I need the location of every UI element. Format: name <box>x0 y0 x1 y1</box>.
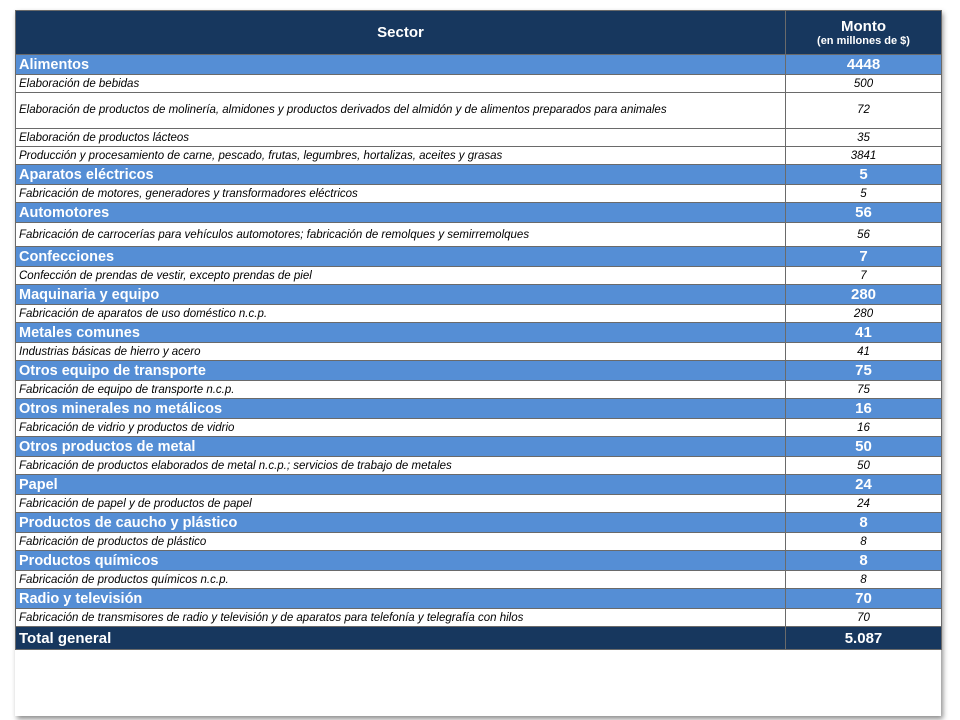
subsector-name: Confección de prendas de vestir, excepto prendas de piel <box>16 267 786 285</box>
sector-row <box>16 475 942 495</box>
subsector-name: Fabricación de motores, generadores y transformadores eléctricos <box>16 185 786 203</box>
header-unit: (en millones de $) <box>817 34 910 47</box>
subsector-row <box>16 457 942 475</box>
sector-amount: 8 <box>786 513 942 533</box>
sector-name: Aparatos eléctricos <box>16 165 786 185</box>
sector-name: Productos químicos <box>16 551 786 571</box>
subsector-amount: 56 <box>786 223 942 247</box>
subsector-amount: 16 <box>786 419 942 437</box>
total-row <box>16 627 942 650</box>
table-body <box>16 55 942 627</box>
header-monto: Monto <box>841 17 886 35</box>
subsector-amount: 8 <box>786 571 942 589</box>
sector-amount: 5 <box>786 165 942 185</box>
sector-amount: 56 <box>786 203 942 223</box>
sector-name: Confecciones <box>16 247 786 267</box>
sector-amount: 41 <box>786 323 942 343</box>
sector-row <box>16 203 942 223</box>
subsector-row <box>16 495 942 513</box>
subsector-row <box>16 267 942 285</box>
subsector-row <box>16 75 942 93</box>
sector-row <box>16 551 942 571</box>
sector-row <box>16 285 942 305</box>
subsector-name: Fabricación de productos de plástico <box>16 533 786 551</box>
sector-row <box>16 437 942 457</box>
subsector-amount: 3841 <box>786 147 942 165</box>
sector-row <box>16 165 942 185</box>
header-monto-cell <box>786 11 942 55</box>
header-sector: Sector <box>16 11 786 55</box>
sector-name: Alimentos <box>16 55 786 75</box>
sector-amount-table <box>15 10 942 650</box>
subsector-name: Fabricación de equipo de transporte n.c.p. <box>16 381 786 399</box>
subsector-amount: 500 <box>786 75 942 93</box>
sector-amount: 16 <box>786 399 942 419</box>
sector-row <box>16 323 942 343</box>
subsector-row <box>16 419 942 437</box>
sector-row <box>16 55 942 75</box>
sector-amount: 7 <box>786 247 942 267</box>
subsector-row <box>16 533 942 551</box>
subsector-name: Fabricación de transmisores de radio y televisión y de aparatos para telefonía y telegrafía con hilos <box>16 609 786 627</box>
sector-name: Otros minerales no metálicos <box>16 399 786 419</box>
sector-name: Radio y televisión <box>16 589 786 609</box>
subsector-name: Fabricación de productos elaborados de metal n.c.p.; servicios de trabajo de metales <box>16 457 786 475</box>
sector-name: Otros equipo de transporte <box>16 361 786 381</box>
subsector-row <box>16 609 942 627</box>
subsector-name: Elaboración de productos lácteos <box>16 129 786 147</box>
subsector-row <box>16 129 942 147</box>
sector-amount: 75 <box>786 361 942 381</box>
subsector-amount: 35 <box>786 129 942 147</box>
sector-row <box>16 399 942 419</box>
subsector-amount: 280 <box>786 305 942 323</box>
subsector-amount: 41 <box>786 343 942 361</box>
sector-amount: 4448 <box>786 55 942 75</box>
subsector-row <box>16 381 942 399</box>
subsector-row <box>16 147 942 165</box>
sector-name: Otros productos de metal <box>16 437 786 457</box>
subsector-amount: 7 <box>786 267 942 285</box>
subsector-name: Fabricación de papel y de productos de papel <box>16 495 786 513</box>
subsector-amount: 50 <box>786 457 942 475</box>
subsector-row <box>16 571 942 589</box>
subsector-name: Fabricación de carrocerías para vehículos automotores; fabricación de remolques y semirremolques <box>16 223 786 247</box>
sector-row <box>16 513 942 533</box>
subsector-amount: 8 <box>786 533 942 551</box>
subsector-name: Elaboración de productos de molinería, almidones y productos derivados del almidón y de alimentos preparados para animales <box>16 93 786 129</box>
subsector-amount: 70 <box>786 609 942 627</box>
sector-name: Automotores <box>16 203 786 223</box>
sector-amount: 50 <box>786 437 942 457</box>
subsector-row <box>16 343 942 361</box>
subsector-amount: 24 <box>786 495 942 513</box>
subsector-amount: 75 <box>786 381 942 399</box>
table-header-row <box>16 11 942 55</box>
subsector-row <box>16 185 942 203</box>
sector-name: Maquinaria y equipo <box>16 285 786 305</box>
subsector-name: Fabricación de productos químicos n.c.p. <box>16 571 786 589</box>
sector-name: Metales comunes <box>16 323 786 343</box>
sector-row <box>16 589 942 609</box>
subsector-amount: 72 <box>786 93 942 129</box>
sector-row <box>16 247 942 267</box>
subsector-name: Elaboración de bebidas <box>16 75 786 93</box>
sector-amount: 8 <box>786 551 942 571</box>
subsector-amount: 5 <box>786 185 942 203</box>
subsector-name: Producción y procesamiento de carne, pescado, frutas, legumbres, hortalizas, aceites y grasas <box>16 147 786 165</box>
sector-name: Productos de caucho y plástico <box>16 513 786 533</box>
sector-table-container <box>15 10 941 716</box>
subsector-row <box>16 223 942 247</box>
subsector-name: Fabricación de vidrio y productos de vidrio <box>16 419 786 437</box>
subsector-name: Industrias básicas de hierro y acero <box>16 343 786 361</box>
subsector-name: Fabricación de aparatos de uso doméstico n.c.p. <box>16 305 786 323</box>
total-label: Total general <box>16 627 786 650</box>
sector-amount: 280 <box>786 285 942 305</box>
sector-amount: 70 <box>786 589 942 609</box>
subsector-row <box>16 305 942 323</box>
subsector-row <box>16 93 942 129</box>
sector-row <box>16 361 942 381</box>
sector-amount: 24 <box>786 475 942 495</box>
total-value: 5.087 <box>786 627 942 650</box>
sector-name: Papel <box>16 475 786 495</box>
